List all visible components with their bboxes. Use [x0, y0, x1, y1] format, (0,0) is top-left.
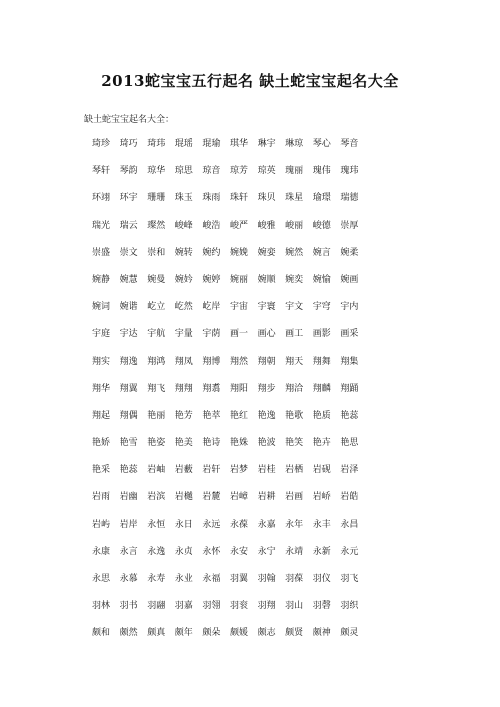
name-cell: 画心 — [257, 329, 276, 340]
name-cell: 岩岸 — [119, 519, 138, 530]
name-cell: 艳采 — [92, 465, 111, 476]
name-cell: 永日 — [174, 519, 193, 530]
name-cell: 崇和 — [147, 247, 166, 258]
name-row — [92, 437, 372, 464]
name-cell: 颇灵 — [340, 628, 359, 639]
name-cell: 羽书 — [119, 601, 138, 612]
name-cell: 翔洽 — [285, 383, 304, 394]
name-cell: 宇穹 — [312, 302, 331, 313]
name-cell: 岩画 — [285, 492, 304, 503]
name-cell: 颇媛 — [229, 628, 248, 639]
name-cell: 翔博 — [202, 356, 221, 367]
page-title: 2013蛇宝宝五行起名 缺土蛇宝宝起名大全 — [101, 72, 399, 90]
name-cell: 婉静 — [92, 274, 111, 285]
name-cell: 宇庭 — [92, 329, 111, 340]
name-cell: 翔然 — [229, 356, 248, 367]
name-cell: 永新 — [312, 546, 331, 557]
name-cell: 琦玮 — [147, 139, 166, 149]
name-cell: 艳歌 — [285, 410, 304, 421]
name-cell: 翔起 — [92, 410, 111, 421]
name-cell: 宇达 — [119, 329, 138, 340]
name-cell: 永嘉 — [257, 519, 276, 530]
name-cell: 永昌 — [340, 519, 359, 530]
name-cell: 永言 — [119, 546, 138, 557]
name-cell: 艳波 — [257, 438, 276, 449]
name-cell: 岩砚 — [312, 465, 331, 476]
name-cell: 婉娈 — [257, 247, 276, 258]
name-cell: 永贞 — [174, 546, 193, 557]
name-cell: 宇内 — [340, 302, 359, 313]
name-row — [92, 165, 372, 192]
name-cell: 岩桂 — [257, 465, 276, 476]
name-cell: 岩屿 — [92, 519, 111, 530]
name-cell: 艳娇 — [92, 438, 111, 449]
name-cell: 屹然 — [174, 302, 193, 313]
name-cell: 琦珍 — [92, 139, 111, 149]
name-cell: 永丰 — [312, 519, 331, 530]
name-cell: 宇荫 — [202, 329, 221, 340]
name-cell: 环宇 — [119, 193, 138, 204]
name-row — [92, 627, 372, 654]
name-cell: 宇航 — [147, 329, 166, 340]
name-cell: 羽林 — [92, 601, 111, 612]
name-cell: 颇志 — [257, 628, 276, 639]
name-row — [92, 573, 372, 600]
name-cell: 永康 — [92, 546, 111, 557]
name-cell: 婉然 — [285, 247, 304, 258]
name-cell: 羽飞 — [340, 574, 359, 584]
name-cell: 永靖 — [285, 546, 304, 557]
name-cell: 羽衮 — [229, 601, 248, 612]
name-cell: 翔踊 — [340, 383, 359, 394]
name-row — [92, 600, 372, 627]
name-cell: 艳蕊 — [340, 410, 359, 421]
name-cell: 羽翼 — [229, 574, 248, 584]
name-row — [92, 356, 372, 383]
name-cell: 婉奕 — [285, 274, 304, 285]
name-cell: 画一 — [229, 329, 248, 340]
name-cell: 珊珊 — [147, 193, 166, 204]
name-cell: 翔天 — [285, 356, 304, 367]
name-cell: 翔集 — [340, 356, 359, 367]
name-row — [92, 546, 372, 573]
name-cell: 琼音 — [202, 166, 221, 177]
name-cell: 婉词 — [92, 302, 111, 313]
name-cell: 峻严 — [229, 220, 248, 231]
name-cell: 翔鸿 — [147, 356, 166, 367]
name-cell: 永宁 — [257, 546, 276, 557]
name-cell: 艳思 — [340, 438, 359, 449]
name-grid — [92, 138, 372, 655]
name-cell: 婉曼 — [147, 274, 166, 285]
name-row — [92, 519, 372, 546]
name-cell: 峻峰 — [174, 220, 193, 231]
name-cell: 羽翎 — [202, 601, 221, 612]
name-cell: 琦巧 — [119, 139, 138, 149]
name-cell: 艳逸 — [257, 410, 276, 421]
name-row — [92, 328, 372, 355]
name-cell: 翔步 — [257, 383, 276, 394]
name-cell: 琼芳 — [229, 166, 248, 177]
name-cell: 翔飞 — [147, 383, 166, 394]
name-cell: 艳萃 — [202, 410, 221, 421]
name-cell: 羽磬 — [312, 601, 331, 612]
name-cell: 永思 — [92, 574, 111, 584]
name-cell: 婉丽 — [229, 274, 248, 285]
name-cell: 琳宇 — [257, 139, 276, 149]
name-cell: 永远 — [202, 519, 221, 530]
name-cell: 岩轩 — [202, 465, 221, 476]
name-cell: 永慕 — [119, 574, 138, 584]
name-cell: 婉娩 — [229, 247, 248, 258]
name-cell: 颇神 — [312, 628, 331, 639]
name-cell: 画工 — [285, 329, 304, 340]
name-cell: 琼英 — [257, 166, 276, 177]
name-cell: 峻浩 — [202, 220, 221, 231]
name-cell: 岩滨 — [147, 492, 166, 503]
name-cell: 羽翰 — [257, 574, 276, 584]
name-cell: 崇盛 — [92, 247, 111, 258]
intro-line: 缺土蛇宝宝起名大全： — [84, 115, 175, 125]
name-cell: 屹立 — [147, 302, 166, 313]
name-row — [92, 410, 372, 437]
name-cell: 珠轩 — [229, 193, 248, 204]
name-cell: 璨然 — [147, 220, 166, 231]
name-cell: 瑞德 — [340, 193, 359, 204]
name-cell: 永寿 — [147, 574, 166, 584]
name-cell: 峻雅 — [257, 220, 276, 231]
name-cell: 峻丽 — [285, 220, 304, 231]
name-cell: 岩峤 — [312, 492, 331, 503]
name-row — [92, 274, 372, 301]
name-cell: 琴韵 — [119, 166, 138, 177]
name-cell: 艳笑 — [285, 438, 304, 449]
name-cell: 峻德 — [312, 220, 331, 231]
name-cell: 宇文 — [285, 302, 304, 313]
name-cell: 永业 — [174, 574, 193, 584]
name-cell: 颇然 — [119, 628, 138, 639]
name-cell: 岩岫 — [147, 465, 166, 476]
name-cell: 琴心 — [312, 139, 331, 149]
name-cell: 颇年 — [174, 628, 193, 639]
name-cell: 屹岸 — [202, 302, 221, 313]
name-row — [92, 383, 372, 410]
name-row — [92, 247, 372, 274]
name-cell: 珠雨 — [202, 193, 221, 204]
name-cell: 岩幽 — [119, 492, 138, 503]
name-cell: 永葆 — [229, 519, 248, 530]
name-cell: 琳琼 — [285, 139, 304, 149]
name-cell: 婉约 — [202, 247, 221, 258]
name-cell: 翔逸 — [119, 356, 138, 367]
name-cell: 永恒 — [147, 519, 166, 530]
name-cell: 羽织 — [340, 601, 359, 612]
name-cell: 瑞光 — [92, 220, 111, 231]
name-cell: 翔舞 — [312, 356, 331, 367]
name-cell: 岩泽 — [340, 465, 359, 476]
name-cell: 瑰玮 — [340, 166, 359, 177]
name-cell: 宇宙 — [229, 302, 248, 313]
name-cell: 岩梦 — [229, 465, 248, 476]
name-cell: 永年 — [285, 519, 304, 530]
name-cell: 翔翔 — [174, 383, 193, 394]
name-cell: 画影 — [312, 329, 331, 340]
name-cell: 羽翔 — [257, 601, 276, 612]
name-cell: 岩皓 — [340, 492, 359, 503]
name-cell: 羽仪 — [312, 574, 331, 584]
name-cell: 翔偶 — [119, 410, 138, 421]
name-cell: 琼华 — [147, 166, 166, 177]
name-cell: 珠星 — [285, 193, 304, 204]
name-cell: 环翊 — [92, 193, 111, 204]
name-cell: 婉婷 — [202, 274, 221, 285]
name-cell: 琴轩 — [92, 166, 111, 177]
name-cell: 艳姝 — [229, 438, 248, 449]
name-cell: 艳丽 — [147, 410, 166, 421]
name-cell: 婉转 — [174, 247, 193, 258]
name-cell: 翔翼 — [119, 383, 138, 394]
name-cell: 琼思 — [174, 166, 193, 177]
name-cell: 宇量 — [174, 329, 193, 340]
name-cell: 瑰丽 — [285, 166, 304, 177]
name-cell: 羽嘉 — [174, 601, 193, 612]
name-cell: 琨瑶 — [174, 139, 193, 149]
name-cell: 翔翥 — [202, 383, 221, 394]
name-row — [92, 491, 372, 518]
name-cell: 翔凤 — [174, 356, 193, 367]
name-cell: 岩耕 — [257, 492, 276, 503]
name-cell: 永安 — [229, 546, 248, 557]
name-cell: 瑞云 — [119, 220, 138, 231]
name-cell: 婉谐 — [119, 302, 138, 313]
name-cell: 翔阳 — [229, 383, 248, 394]
name-cell: 永福 — [202, 574, 221, 584]
name-cell: 颇和 — [92, 628, 111, 639]
name-cell: 宇寰 — [257, 302, 276, 313]
name-cell: 翔实 — [92, 356, 111, 367]
name-cell: 婉画 — [340, 274, 359, 285]
name-row — [92, 138, 372, 165]
name-row — [92, 464, 372, 491]
name-cell: 艳芳 — [174, 410, 193, 421]
name-cell: 崇文 — [119, 247, 138, 258]
name-cell: 艳美 — [174, 438, 193, 449]
name-cell: 婉柔 — [340, 247, 359, 258]
name-cell: 瑜璟 — [312, 193, 331, 204]
name-cell: 颇贤 — [285, 628, 304, 639]
name-row — [92, 192, 372, 219]
name-row — [92, 220, 372, 247]
name-cell: 永怀 — [202, 546, 221, 557]
name-cell: 琪华 — [229, 139, 248, 149]
name-cell: 艳雪 — [119, 438, 138, 449]
name-cell: 艳卉 — [312, 438, 331, 449]
name-cell: 颇真 — [147, 628, 166, 639]
name-cell: 羽葆 — [285, 574, 304, 584]
name-cell: 岩麓 — [202, 492, 221, 503]
name-cell: 羽山 — [285, 601, 304, 612]
name-row — [92, 301, 372, 328]
name-cell: 画采 — [340, 329, 359, 340]
name-cell: 翔朝 — [257, 356, 276, 367]
name-cell: 艳蕊 — [119, 465, 138, 476]
name-cell: 岩雨 — [92, 492, 111, 503]
name-cell: 艳姿 — [147, 438, 166, 449]
name-cell: 珠贝 — [257, 193, 276, 204]
name-cell: 婉妗 — [174, 274, 193, 285]
name-cell: 珠玉 — [174, 193, 193, 204]
name-cell: 瑰伟 — [312, 166, 331, 177]
name-cell: 婉顺 — [257, 274, 276, 285]
name-cell: 琴音 — [340, 139, 359, 149]
name-cell: 岩藪 — [174, 465, 193, 476]
name-cell: 琨瑜 — [202, 139, 221, 149]
name-cell: 岩嶂 — [229, 492, 248, 503]
name-cell: 艳质 — [312, 410, 331, 421]
name-cell: 翔华 — [92, 383, 111, 394]
name-cell: 岩栖 — [285, 465, 304, 476]
name-cell: 婉言 — [312, 247, 331, 258]
name-cell: 颇朵 — [202, 628, 221, 639]
name-cell: 崇厚 — [340, 220, 359, 231]
name-cell: 羽翮 — [147, 601, 166, 612]
name-cell: 艳诗 — [202, 438, 221, 449]
name-cell: 永元 — [340, 546, 359, 557]
name-cell: 翔麟 — [312, 383, 331, 394]
name-cell: 艳红 — [229, 410, 248, 421]
name-cell: 婉愉 — [312, 274, 331, 285]
name-cell: 婉慧 — [119, 274, 138, 285]
name-cell: 永逸 — [147, 546, 166, 557]
name-cell: 岩樾 — [174, 492, 193, 503]
